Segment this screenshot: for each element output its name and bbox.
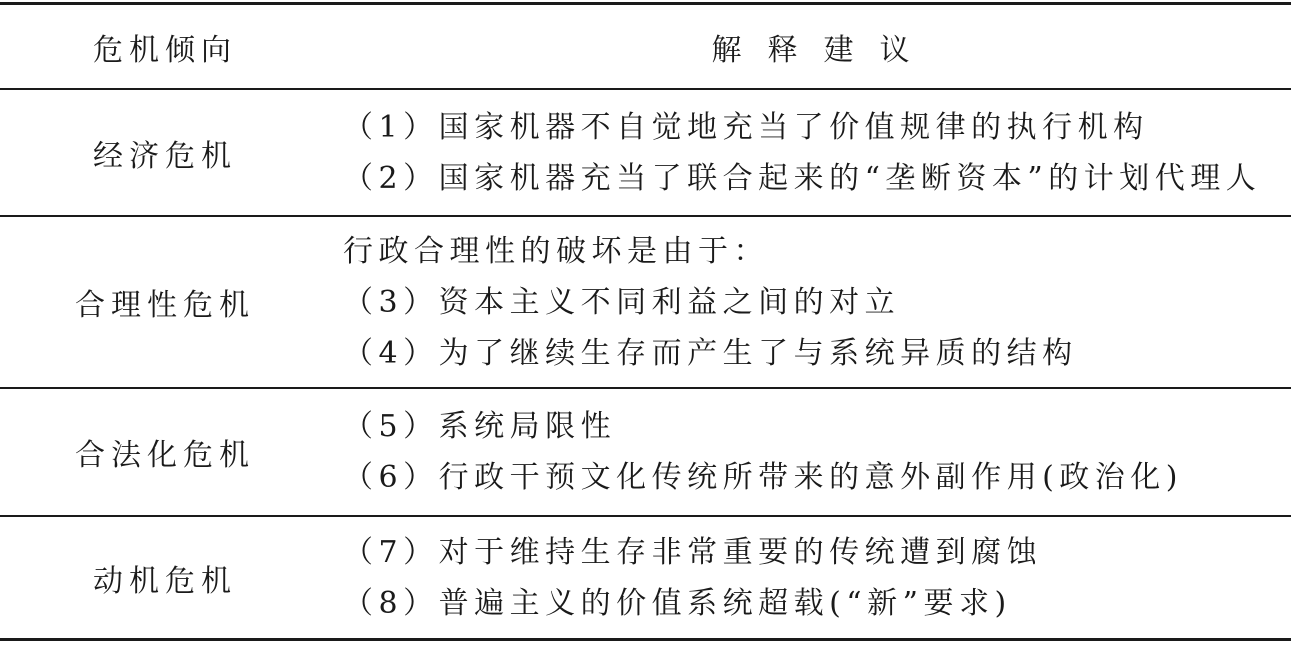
row-label-legitimation: 合法化危机 (75, 438, 255, 473)
header-crisis-tendency: 危机倾向 (93, 32, 237, 68)
explanation-line: （5）系统局限性 (343, 409, 617, 444)
explanation-line: （7）对于维持生存非常重要的传统遭到腐蚀 (343, 534, 1043, 570)
table-bottom-rule (0, 638, 1291, 641)
explanation-line: （6）行政干预文化传统所带来的意外副作用(政治化) (343, 460, 1183, 495)
row-label-motivation: 动机危机 (93, 563, 237, 599)
header-explanation: 解释建议 (711, 32, 936, 68)
explanation-line: （2）国家机器充当了联合起来的“垄断资本”的计划代理人 (343, 160, 1262, 196)
explanation-line: 行政合理性的破坏是由于： (343, 233, 769, 269)
row-label-rationality: 合理性危机 (75, 288, 255, 323)
row-content-legitimation (343, 389, 1291, 515)
explanation-line: （1）国家机器不自觉地充当了价值规律的执行机构 (343, 109, 1149, 145)
row-content-rationality (343, 217, 1291, 387)
row-content-economic (343, 90, 1291, 215)
row-label-economic: 经济危机 (93, 138, 237, 174)
row-content-motivation (343, 517, 1291, 638)
explanation-line: （8）普遍主义的价值系统超载(“新”要求) (343, 585, 1012, 621)
explanation-line: （3）资本主义不同利益之间的对立 (343, 284, 901, 320)
explanation-line: （4）为了继续生存而产生了与系统异质的结构 (343, 335, 1078, 371)
